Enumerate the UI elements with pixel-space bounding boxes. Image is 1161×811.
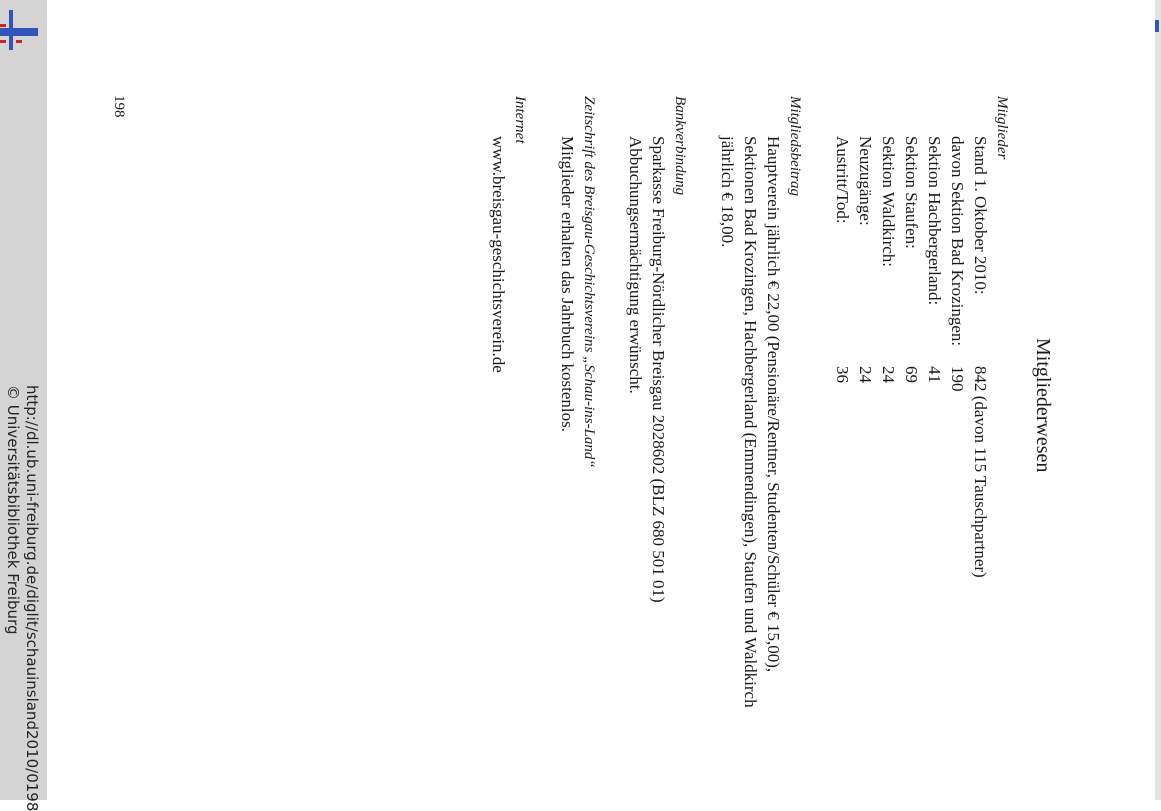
copyright-notice: © Universitätsbibliothek Freiburg xyxy=(4,385,22,635)
fee-line: Sektionen Bad Krozingen, Hachbergerland (Emmendingen), Staufen und Waldkirch xyxy=(741,136,760,708)
members-value: 24 xyxy=(856,366,875,383)
members-label: Sektion Waldkirch: xyxy=(879,136,898,267)
members-value: 41 xyxy=(925,366,944,383)
members-label: Sektion Staufen: xyxy=(902,136,921,249)
members-label: Sektion Hachbergerland: xyxy=(925,136,944,306)
members-label: Stand 1. Oktober 2010: xyxy=(971,136,990,295)
internet-link[interactable]: www.breisgau-geschichtsverein.de xyxy=(489,136,508,373)
page-marker-icon xyxy=(1155,20,1159,32)
bank-line: Sparkasse Freiburg-Nördlicher Breisgau 2028602 (BLZ 680 501 01) xyxy=(649,136,668,603)
bank-heading: Bankverbindung xyxy=(672,96,688,196)
journal-heading: Zeitschrift des Breisgau-Geschichtsvereins „Schau-ins-Land“ xyxy=(581,96,597,468)
fee-heading: Mitgliedsbeitrag xyxy=(787,96,803,196)
journal-line: Mitglieder erhalten das Jahrbuch kostenlos. xyxy=(558,136,577,433)
viewer-sidebar xyxy=(0,0,47,811)
members-label: Austritt/Tod: xyxy=(833,136,852,224)
internet-heading: Internet xyxy=(512,96,528,144)
members-label: Neuzugänge: xyxy=(856,136,875,226)
fee-line: jährlich € 18,00. xyxy=(718,136,737,248)
members-value: 190 xyxy=(948,366,967,392)
scanned-page xyxy=(50,0,1054,800)
library-logo-icon xyxy=(0,10,40,50)
members-value: 69 xyxy=(902,366,921,383)
page-title: Mitgliederwesen xyxy=(1032,338,1054,473)
fee-line: Hauptverein jährlich € 22,00 (Pensionäre/Rentner, Studenten/Schüler € 15,00), xyxy=(764,136,783,673)
page-edge xyxy=(1155,0,1161,800)
members-heading: Mitglieder xyxy=(994,96,1010,160)
document-url: http://dl.ub.uni-freiburg.de/diglit/schauinsland2010/0198 xyxy=(23,385,41,811)
members-label: davon Sektion Bad Krozingen: xyxy=(948,136,967,347)
bank-line: Abbuchungsermächtigung erwünscht. xyxy=(626,136,645,394)
members-value: 842 (davon 115 Tauschpartner) xyxy=(971,366,990,578)
members-value: 24 xyxy=(879,366,898,383)
page-number: 198 xyxy=(111,95,127,118)
members-value: 36 xyxy=(833,366,852,383)
viewer-footer xyxy=(3,385,41,811)
